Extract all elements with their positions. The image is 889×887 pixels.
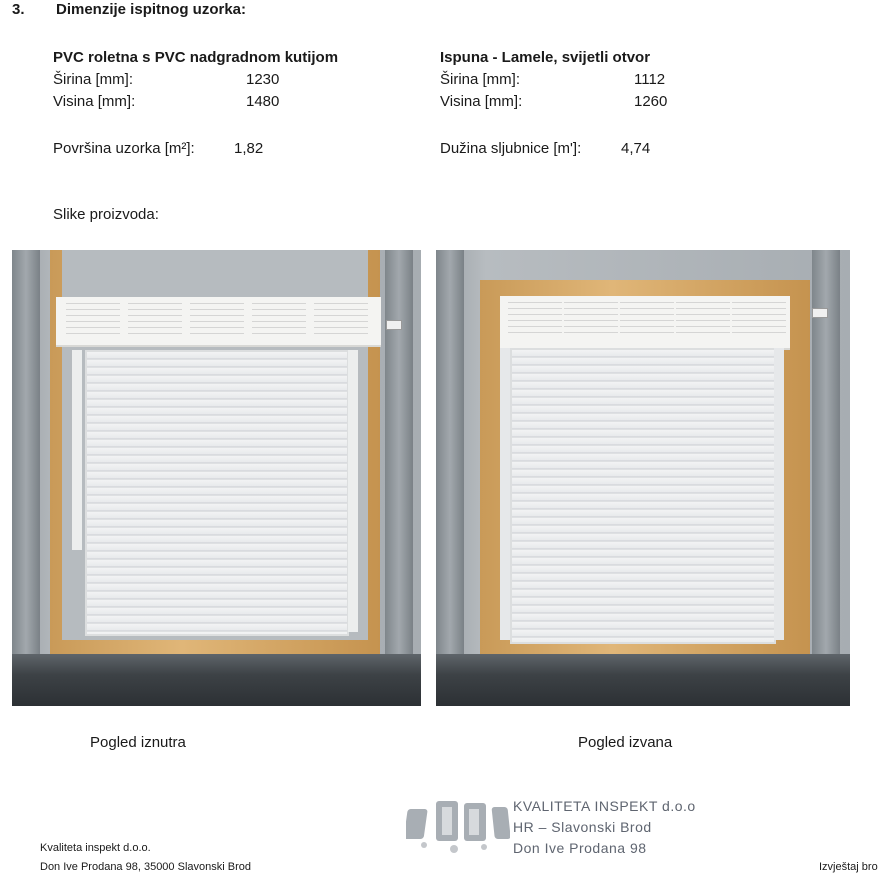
section-title: Dimenzije ispitnog uzorka: <box>56 1 247 18</box>
left-width-label: Širina [mm]: <box>53 71 134 88</box>
photo-pillar <box>436 250 464 661</box>
guide-rail <box>348 350 358 632</box>
joint-length-label: Dužina sljubnice [m']: <box>440 140 582 157</box>
guide-rail <box>500 348 510 640</box>
right-height-label: Visina [mm]: <box>440 93 523 110</box>
joint-length-value: 4,74 <box>621 140 651 157</box>
stamp-line-1: KVALITETA INSPEKT d.o.o <box>513 798 696 814</box>
right-width-value: 1112 <box>634 71 666 88</box>
company-stamp-logo <box>406 793 510 857</box>
section-number: 3. <box>12 1 25 18</box>
control-panel <box>386 320 402 330</box>
photo-pillar <box>385 250 413 661</box>
images-label: Slike proizvoda: <box>53 206 159 223</box>
photo-pillar <box>12 250 40 661</box>
area-label: Površina uzorka [m²]: <box>53 140 195 157</box>
stamp-line-3: Don Ive Prodana 98 <box>513 840 647 856</box>
photo-floor <box>12 654 421 706</box>
guide-rail <box>774 348 784 640</box>
left-heading: PVC roletna s PVC nadgradnom kutijom <box>53 49 339 66</box>
right-width-label: Širina [mm]: <box>440 71 521 88</box>
caption-inside-view: Pogled iznutra <box>90 734 186 751</box>
area-value: 1,82 <box>234 140 264 157</box>
roller-shutter <box>85 350 349 636</box>
photo-inside-view <box>12 250 421 706</box>
right-heading: Ispuna - Lamele, svijetli otvor <box>440 49 651 66</box>
roller-shutter <box>510 348 776 644</box>
photo-outside-view <box>436 250 850 706</box>
roller-box <box>56 297 381 347</box>
left-width-value: 1230 <box>246 71 280 88</box>
caption-outside-view: Pogled izvana <box>578 734 673 751</box>
control-panel <box>812 308 828 318</box>
footer-report-number: Izvještaj bro <box>819 861 878 873</box>
photo-floor <box>436 654 850 706</box>
roller-box <box>500 296 790 350</box>
left-height-label: Visina [mm]: <box>53 93 136 110</box>
stamp-line-2: HR – Slavonski Brod <box>513 819 652 835</box>
footer-address: Don Ive Prodana 98, 35000 Slavonski Brod <box>40 861 251 873</box>
left-height-value: 1480 <box>246 93 280 110</box>
footer-company: Kvaliteta inspekt d.o.o. <box>40 842 151 854</box>
right-height-value: 1260 <box>634 93 668 110</box>
guide-rail <box>72 350 82 550</box>
